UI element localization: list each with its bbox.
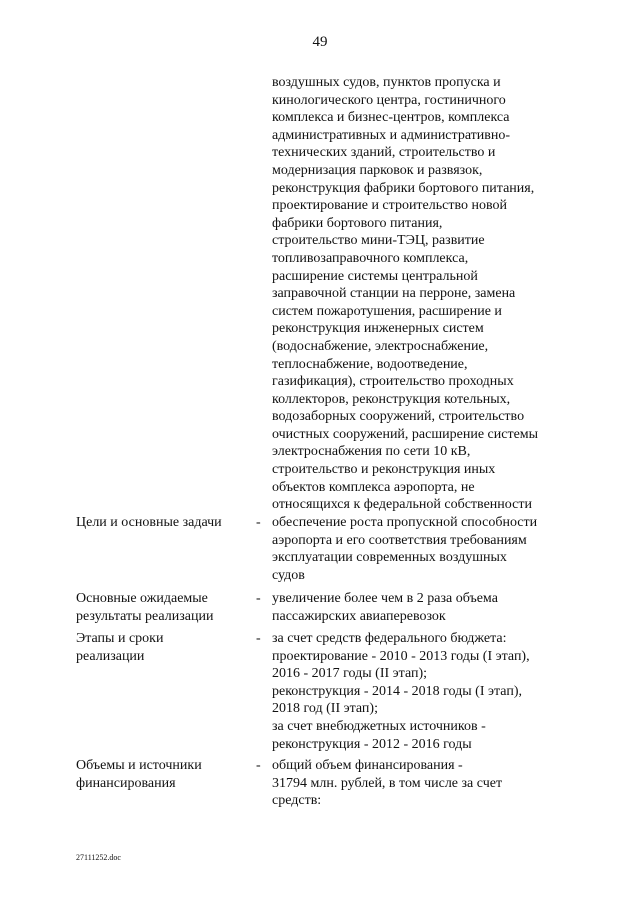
row-value: общий объем финансирования - 31794 млн. рублей, в том числе за счет средств: — [272, 758, 503, 809]
page-number: 49 — [312, 34, 328, 50]
row-dash: - — [256, 591, 261, 606]
row-value: обеспечение роста пропускной способности аэропорта и его соответствия требованиям эксплуатации современных воздушных судов — [272, 515, 538, 583]
row-value: увеличение более чем в 2 раза объема пассажирских авиаперевозок — [272, 591, 498, 624]
row-label: Основные ожидаемые результаты реализации — [76, 591, 214, 624]
row-dash: - — [256, 631, 261, 646]
row-label: Цели и основные задачи — [76, 515, 222, 530]
row-label: Объемы и источники финансирования — [76, 758, 202, 791]
file-name-footer: 27111252.doc — [76, 853, 121, 862]
row-value: за счет средств федерального бюджета: проектирование - 2010 - 2013 годы (I этап), 2016 - 2017 годы (II этап); реконструкция - 2014 - 2018 годы (I этап), 2018 год (II этап); за счет внебюджетных источников - реконструкция - 2012 - 2016 годы — [272, 631, 530, 752]
continuation-text: воздушных судов, пунктов пропуска и кинологического центра, гостиничного комплекса и бизнес-центров, комплекса административных и административно- технических зданий, строительство и модернизация парковок и развязок, реконструкция фабрики бортового питания, проектирование и строительство новой фабрики бортового питания, строительство мини-ТЭЦ, развитие топливозаправочного комплекса, расширение системы центральной заправочной станции на перроне, замена систем пожаротушения, расширение и реконструкция инженерных систем (водоснабжение, электроснабжение, теплоснабжение, водоотведение, газификация), строительство проходных коллекторов, реконструкция котельных, водозаборных сооружений, строительство очистных сооружений, расширение системы электроснабжения по сети 10 кВ, строительство и реконструкция иных объектов комплекса аэропорта, не относящихся к федеральной собственности — [272, 75, 539, 513]
row-label: Этапы и сроки реализации — [76, 631, 164, 664]
row-dash: - — [256, 758, 261, 773]
row-dash: - — [256, 515, 261, 530]
